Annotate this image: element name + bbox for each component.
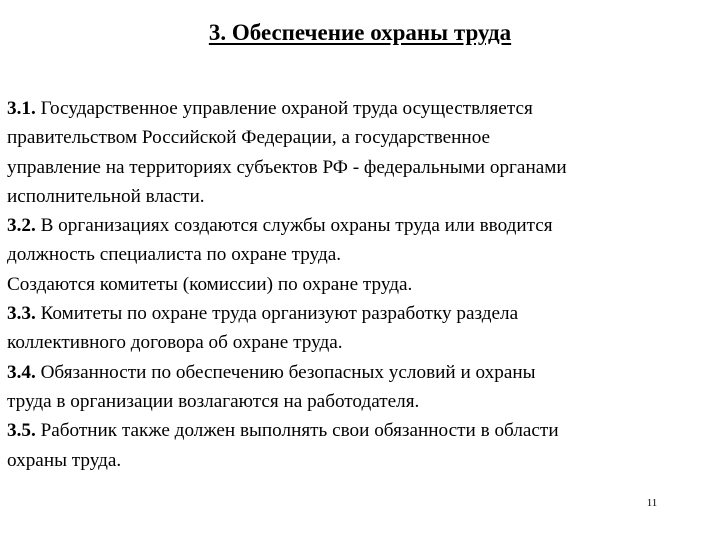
- paragraph-line: [7, 358, 713, 387]
- paragraph-line: [7, 299, 713, 328]
- paragraph-3-5: [7, 416, 713, 475]
- paragraph-line: [7, 416, 713, 445]
- paragraph-number: 3.3.: [7, 303, 36, 325]
- paragraph-number: 3.4.: [7, 361, 36, 383]
- paragraph-line: управление на территориях субъектов РФ - федеральными органами: [7, 156, 567, 178]
- paragraph-3-1: [7, 94, 713, 211]
- paragraph-3-3: [7, 299, 713, 358]
- paragraph-text: Государственное управление охраной труда осуществляется: [35, 98, 533, 119]
- paragraph-line: правительством Российской Федерации, а государственное: [7, 127, 491, 149]
- page-number: 11: [646, 497, 658, 509]
- paragraph-line: должность специалиста по охране труда.: [7, 244, 342, 266]
- slide-body: [7, 94, 713, 475]
- paragraph-number: 3.1.: [7, 98, 36, 119]
- paragraph-line: охраны труда.: [7, 449, 122, 471]
- paragraph-text: В организациях создаются службы охраны труда или вводится: [35, 215, 553, 237]
- paragraph-line: исполнительной власти.: [7, 185, 205, 207]
- paragraph-number: 3.5.: [7, 420, 36, 442]
- paragraph-text: Комитеты по охране труда организуют разработку раздела: [35, 303, 519, 325]
- paragraph-line: [7, 94, 713, 123]
- paragraph-line: Создаются комитеты (комиссии) по охране труда.: [7, 273, 413, 295]
- paragraph-number: 3.2.: [7, 215, 36, 237]
- paragraph-line: труда в организации возлагаются на работодателя.: [7, 390, 420, 412]
- slide-title: 3. Обеспечение охраны труда: [208, 20, 512, 45]
- paragraph-text: Работник также должен выполнять свои обязанности в области: [35, 420, 559, 442]
- paragraph-committees: [7, 270, 713, 299]
- paragraph-3-2: [7, 211, 713, 270]
- paragraph-line: коллективного договора об охране труда.: [7, 332, 343, 354]
- paragraph-line: [7, 211, 713, 240]
- paragraph-text: Обязанности по обеспечению безопасных условий и охраны: [35, 361, 536, 383]
- paragraph-3-4: [7, 358, 713, 417]
